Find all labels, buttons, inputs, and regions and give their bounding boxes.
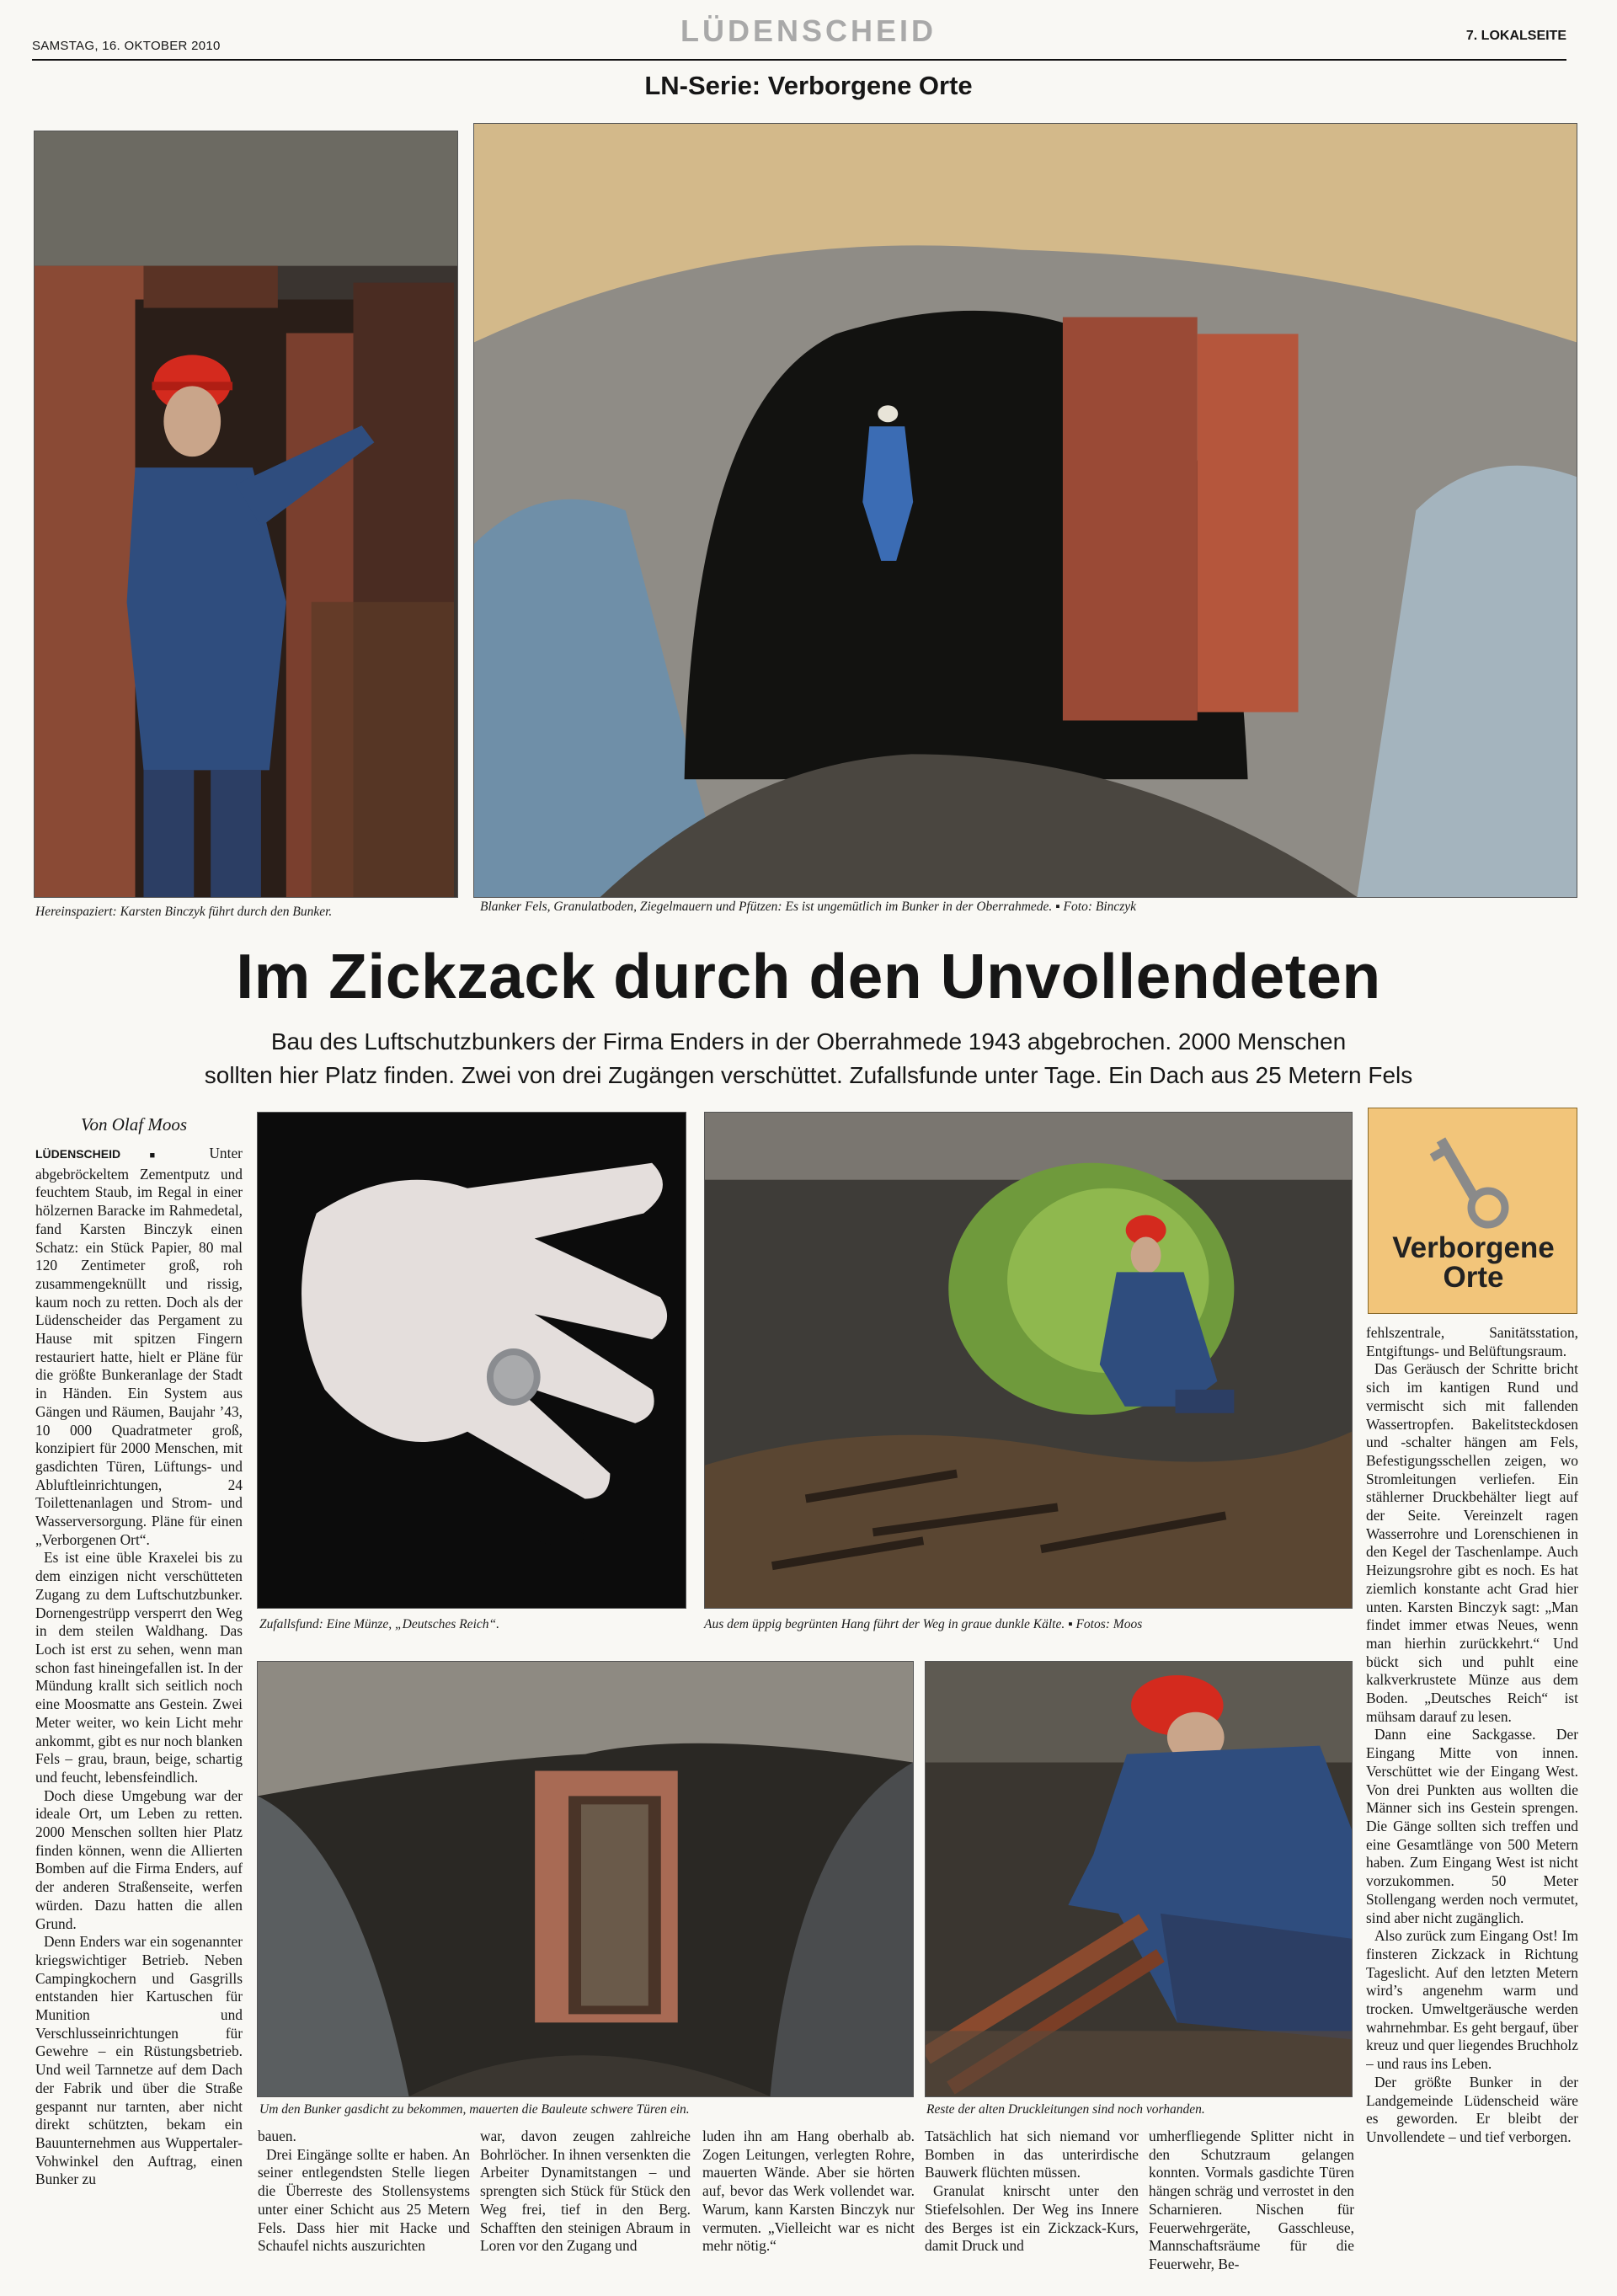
article-paragraph: Doch diese Umgebung war der ideale Ort, um Leben zu retten. 2000 Menschen sollten hier Platz finden können, wenn die Allierten Bomben auf die Firma Enders, auf der anderen Straßenseite, werfen würden. Dazu hatten die allen Grund. (35, 1786, 243, 1932)
deck-line: sollten hier Platz finden. Zwei von drei Zugängen verschüttet. Zufallsfunde unter Tage. Ein Dach aus 25 Metern Fels (204, 1062, 1413, 1088)
article-paragraph: bauen. (258, 2128, 296, 2144)
article-paragraph: Drei Eingänge sollte er haben. An seiner entlegendsten Stelle liegen die Überreste des Stollensystems unter einer Schicht aus 25 Metern Fels. Dass hier mit Hacke und Schaufel nichts auszurichten (258, 2145, 470, 2255)
paragraph-text: Unter abgebröckeltem Zementputz und feuchtem Staub, im Regal in einer hölzernen Baracke im Rahmedetal, fand Karsten Binczyk einen Schatz: ein Stück Papier, 80 mal 120 Zentimeter groß, roh zusammengeknüllt und rissig, kaum noch zu retten. Doch als der Lüdenscheider das Pergament zu Hause mit spitzen Fingern restauriert hatte, hielt er Pläne für die größte Bunkeranlage der Stadt in Händen. Ein System aus Gängen und Räumen, Baujahr ’43, 10 000 Quadratmeter groß, konzipiert für 2000 Menschen, mit gasdichten Türen, Lüftungs- und Abluftleinrichtungen, 24 Toilettenanlagen und Strom- und Wasserversorgung. Pläne für einen „Verborgenen Ort“. (35, 1145, 243, 1548)
header-rule (32, 59, 1566, 61)
photo-caption: Aus dem üppig begrünten Hang führt der Weg in graue dunkle Kälte. ▪ Fotos: Moos (704, 1617, 1143, 1631)
photo-caption: Zufallsfund: Eine Münze, „Deutsches Reich“. (259, 1617, 499, 1631)
article-column (925, 2128, 1139, 2288)
photo-caption: Blanker Fels, Granulatboden, Ziegelmauern und Pfützen: Es ist ungemütlich im Bunker in der Oberrahmede. ▪ Foto: Binczyk (480, 900, 1137, 914)
headline: Im Zickzack durch den Unvollendeten (236, 941, 1381, 1012)
article-paragraph: fehlszentrale, Sanitätsstation, Entgiftungs- und Belüftungsraum. (1366, 1324, 1578, 1359)
article-paragraph: umherfliegende Splitter nicht in den Schutzraum gelangen konnten. Vormals gasdichte Türen hängen schräg und verrostet in den Scharnieren. Nischen für Feuerwehrgeräte, Gasschleuse, Mannschaftsräume für die Feuerwehr, Be- (1149, 2128, 1354, 2272)
article-paragraph: Granulat knirscht unter den Stiefelsohlen. Der Weg ins Innere des Berges ist ein Zickzack-Kurs, damit Druck und (925, 2182, 1139, 2255)
page-section-title: LÜDENSCHEID (680, 13, 937, 48)
article-column (702, 2128, 915, 2288)
issue-date: SAMSTAG, 16. OKTOBER 2010 (32, 39, 221, 53)
logo-line: Verborgene (1392, 1231, 1555, 1264)
logo-text (1369, 1233, 1578, 1292)
article-paragraph: Dann eine Sackgasse. Der Eingang Mitte von innen. Verschüttet wie der Eingang West. Von drei Punkten aus wollten die Männer sich ins Gestein sprengen. Die Gänge sollten sich treffen und eine Gesamtlänge von 500 Metern haben. Zum Eingang West ist nicht vorzukommen. 50 Meter Stollengang werden noch vermutet, sind aber nicht zugänglich. (1366, 1726, 1578, 1926)
coin-in-hand-photo (257, 1112, 686, 1609)
article-column (35, 1145, 243, 2282)
photo-caption: Hereinspaziert: Karsten Binczyk führt durch den Bunker. (35, 905, 333, 919)
photo-caption: Reste der alten Druckleitungen sind noch vorhanden. (926, 2102, 1205, 2117)
article-paragraph: Tatsächlich hat sich niemand vor Bomben in das unterirdische Bauwerk flüchten müssen. (925, 2128, 1139, 2181)
pipe-remains-photo (925, 1661, 1353, 2097)
article-paragraph: luden ihn am Hang oberhalb ab. Zogen Leitungen, verlegten Rohre, mauerten Wände. Aber sie hörten auf, bevor das Werk vollendet war. Warum, kann Karsten Binczyk nur vermuten. „Vielleicht war es nicht mehr nötig.“ (702, 2128, 915, 2255)
man-in-bunker-door-photo (34, 131, 458, 898)
logo-line: Orte (1443, 1261, 1504, 1294)
dateline: LÜDENSCHEID (35, 1147, 121, 1161)
page-label: 7. LOKALSEITE (1465, 29, 1566, 43)
deck (0, 1025, 1617, 1092)
bunker-door-tunnel-photo (257, 1661, 914, 2097)
byline: Von Olaf Moos (81, 1114, 187, 1135)
rock-tunnel-photo (473, 123, 1577, 898)
series-logo (1368, 1108, 1577, 1314)
article-paragraph: Das Geräusch der Schritte bricht sich im kantigen Rund und vermischt sich mit fallenden Wassertropfen. Bakelitsteckdosen und -schalter hängen am Fels, Befestigungsschellen zeigen, wo Stromleitungen verliefen. Ein stählerner Druckbehälter liegt auf der Seite. Vereinzelt ragen Wasserrohre und Lorenschienen in den Kegel der Taschenlampe. Auch Heizungsrohre gibt es noch. Es hat ziemlich konstante acht Grad hier unten. Karsten Binczyk sagt: „Man findet immer etwas Neues, wenn man hierhin zurückkehrt.“ Und bückt sich und puhlt eine kalkverkrustete Münze aus dem Boden. „Deutsches Reich“ ist mühsam darauf zu lesen. (1366, 1360, 1578, 1725)
article-column (480, 2128, 691, 2288)
article-column (1149, 2128, 1354, 2288)
series-title: LN-Serie: Verborgene Orte (644, 71, 973, 100)
deck-line: Bau des Luftschutzbunkers der Firma Enders in der Oberrahmede 1943 abgebrochen. 2000 Menschen (270, 1028, 1347, 1055)
article-paragraph: war, davon zeugen zahlreiche Bohrlöcher. In ihnen versenkten die Arbeiter Dynamitstangen – und sprengten sich Stück für Stück den Weg frei, tief in den Berg. Schafften den steinigen Abraum in Loren vor den Zugang und (480, 2128, 691, 2255)
article-column (1366, 1324, 1578, 2284)
article-paragraph: Denn Enders war ein sogenannter kriegswichtiger Betrieb. Neben Campingkochern und Gasgrills entstanden hier Kartuschen für Munition und Verschlusseinrichtungen für Gewehre – ein Rüstungsbetrieb. Und weil Tarnnetze auf dem Dach der Fabrik und über die Straße gespannt nur tarnten, aber nicht direkt schützten, bekam ein Bauunternehmen aus Wuppertaler-Vohwinkel den Auftrag, einen Bunker zu (35, 1933, 243, 2188)
article-column (258, 2128, 470, 2288)
article-paragraph: Also zurück zum Eingang Ost! Im finsteren Zickzack in Richtung Tageslicht. Auf den letzten Metern wird’s angenehm warm und trocken. Umweltgeräusche werden wahrnehmbar. Es geht bergauf, über kreuz und quer liegendes Bruchholz – und raus ins Leben. (1366, 1927, 1578, 2073)
photo-caption: Um den Bunker gasdicht zu bekommen, mauerten die Bauleute schwere Türen ein. (259, 2102, 690, 2117)
old-key-icon (1419, 1125, 1529, 1235)
article-paragraph: LÜDENSCHEID ■ Unter abgebröckeltem Zementputz und feuchtem Staub, im Regal in einer hölzernen Baracke im Rahmedetal, fand Karsten Binczyk einen Schatz: ein Stück Papier, 80 mal 120 Zentimeter groß, roh zusammengeknüllt und rissig, kaum noch zu retten. Doch als der Lüdenscheider das Pergament zu Hause mit spitzen Fingern restauriert hatte, hielt er Pläne für die größte Bunkeranlage der Stadt in Händen. Ein System aus Gängen und Räumen, Baujahr ’43, 10 000 Quadratmeter groß, konzipiert für 2000 Menschen, mit gasdichten Türen, Lüftungs- und Abluftleinrichtungen, 24 Toilettenanlagen und Strom- und Wasserversorgung. Pläne für einen „Verborgenen Ort“. (35, 1145, 243, 1548)
article-paragraph: Der größte Bunker in der Landgemeinde Lüdenscheid wäre es geworden. Er bleibt der Unvollendete – und tief verborgen. (1366, 2073, 1578, 2145)
tunnel-entrance-photo (704, 1112, 1353, 1609)
article-paragraph: Es ist eine üble Kraxelei bis zu dem einzigen nicht verschütteten Zugang zu dem Luftschutzbunker. Dornengestrüpp versperrt den Weg in dem steilen Waldhang. Das Loch ist erst zu sehen, wenn man schon fast hineingefallen ist. In der Mündung krallt sich seitlich noch eine Moosmatte ans Gestein. Zwei Meter weiter, wo kein Licht mehr ankommt, gibt es nur noch blanken Fels – grau, braun, beige, schartig und feucht, lebensfeindlich. (35, 1549, 243, 1786)
